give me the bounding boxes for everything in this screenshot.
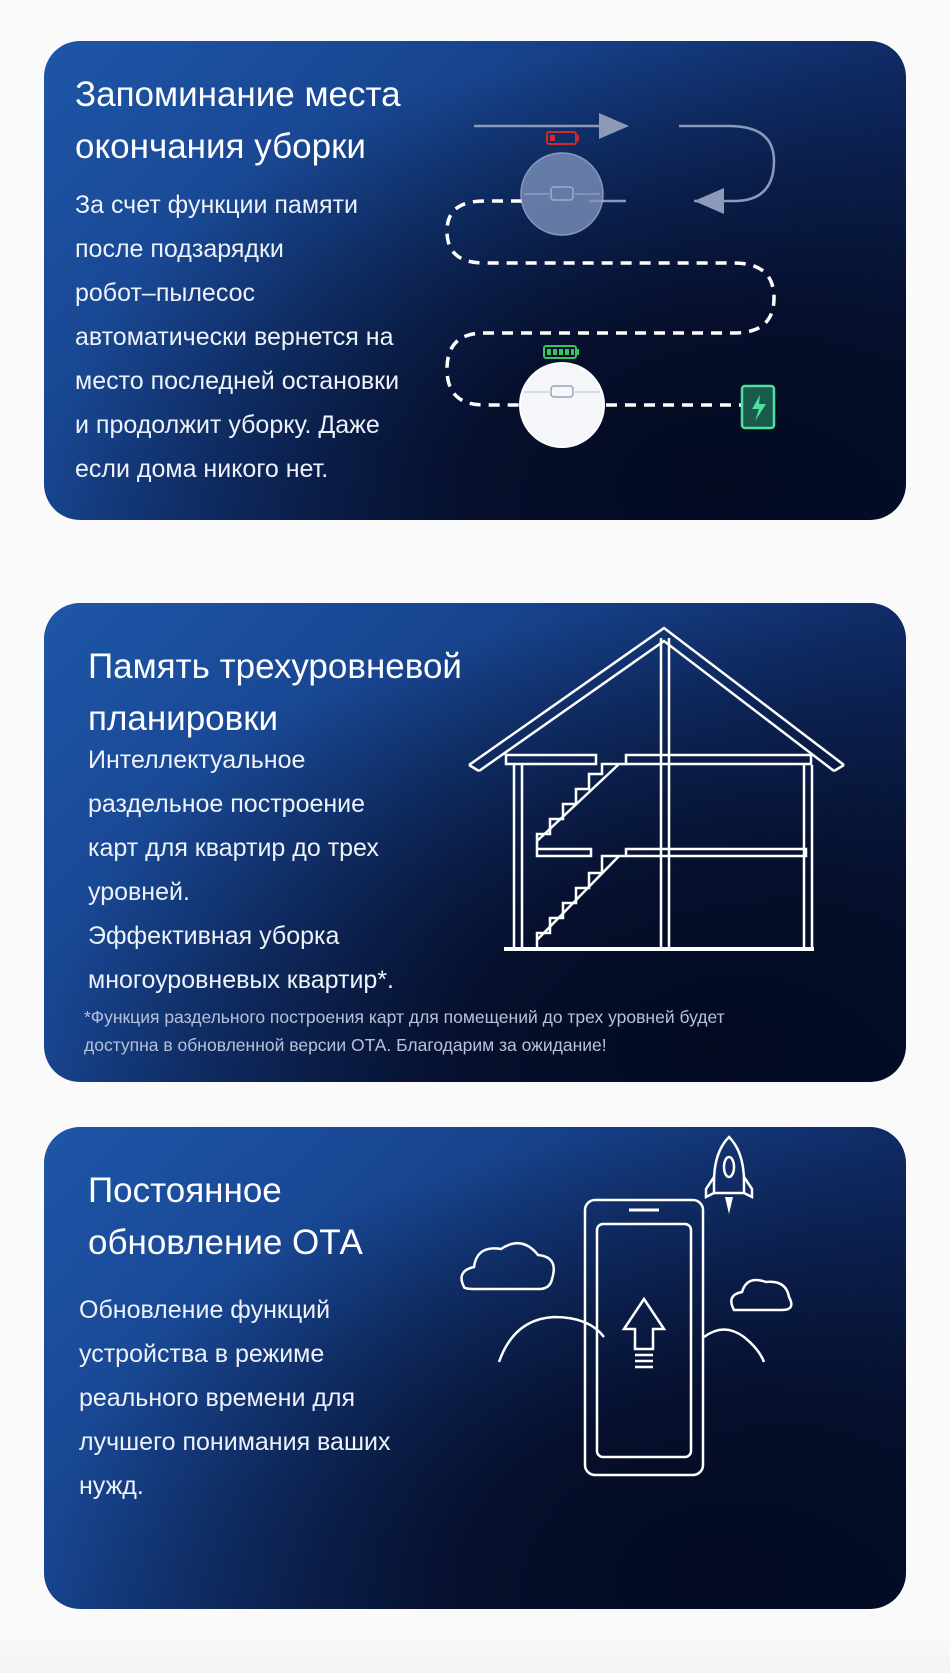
rocket-flame — [725, 1197, 733, 1214]
arrow-right-icon — [599, 113, 629, 139]
phone-frame — [585, 1200, 703, 1475]
rocket-icon — [706, 1137, 752, 1197]
feature-card-resume-cleaning — [44, 41, 906, 520]
robot-return-path-illustration — [44, 41, 906, 520]
cloud-right-icon — [731, 1280, 791, 1310]
hill-left — [499, 1317, 604, 1362]
hill-right — [704, 1330, 764, 1363]
feature-card-ota-updates — [44, 1127, 906, 1609]
dashed-cleaning-path — [447, 201, 774, 405]
feature-card-multilevel-maps — [44, 603, 906, 1082]
cloud-left-icon — [462, 1243, 554, 1289]
card-footnote: *Функция раздельного построения карт для помещений до трех уровней будет доступна в обновленной версии ОТА. Благодарим за ожидание! — [84, 1007, 725, 1055]
card-description: Интеллектуальное раздельное построение карт для квартир до трех уровней. Эффективная уборка многоуровневых квартир*. — [88, 746, 394, 994]
card-title: Запоминание места окончания уборки — [75, 75, 401, 166]
phone-screen — [597, 1224, 691, 1457]
card-description: За счет функции памяти после подзарядки робот–пылесос автоматически вернется на место последней остановки и продолжит уборку. Даже если дома никого нет. — [75, 191, 400, 483]
robot-vacuum-low-battery — [521, 153, 603, 235]
upload-arrow-icon — [624, 1299, 664, 1349]
page-bottom-edge — [0, 1633, 950, 1673]
card-title: Постоянное обновление ОТА — [88, 1171, 363, 1262]
robot-vacuum-full-battery — [520, 363, 604, 447]
battery-full-icon — [544, 346, 579, 358]
return-path-arrows — [474, 126, 774, 201]
card-title: Память трехуровневой планировки — [88, 647, 462, 738]
arrow-left-icon — [694, 188, 724, 214]
phone-ota-illustration — [44, 1127, 906, 1609]
lower-stairs — [537, 856, 626, 948]
card-description: Обновление функций устройства в режиме реального времени для лучшего понимания ваших нужд. — [79, 1296, 391, 1500]
charging-dock-icon — [742, 386, 774, 428]
house-three-levels-illustration — [44, 603, 906, 1082]
upper-stairs — [537, 764, 626, 849]
battery-low-icon — [547, 132, 579, 144]
house-roof — [469, 628, 844, 765]
